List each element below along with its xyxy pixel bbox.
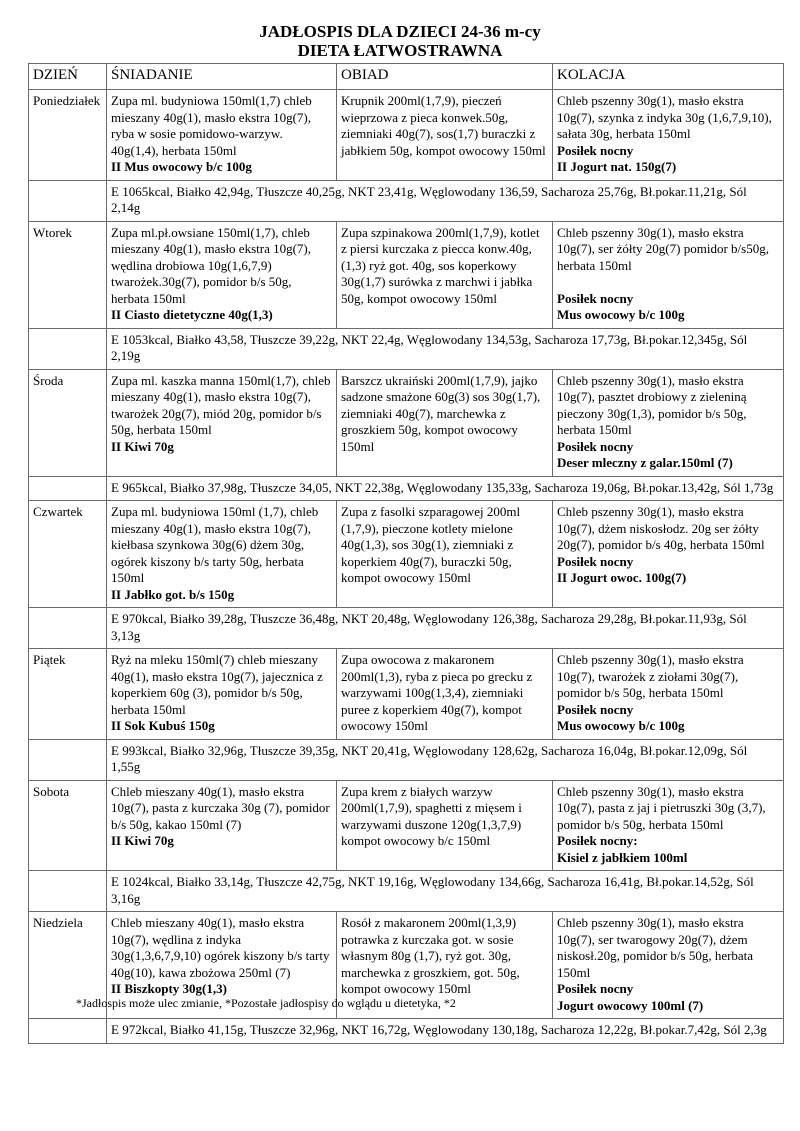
- footnote: *Jadłospis może ulec zmianie, *Pozostałe jadłospisy do wglądu u dietetyka, *2: [76, 996, 456, 1010]
- summary-row: [29, 180, 784, 221]
- day-row: [29, 369, 784, 476]
- breakfast-text: Zupa ml.pł.owsiane 150ml(1,7), chleb mieszany 40g(1), masło ekstra 10g(7), wędlina drobiowa 10g(1,6,7,9) twarożek.30g(7), pomidor b/s 50g, herbata 150ml: [111, 224, 312, 306]
- dinner-cell: [553, 912, 784, 1019]
- day-name: Czwartek: [29, 501, 107, 608]
- night-meal: Jogurt owocowy 100ml (7): [557, 997, 704, 1013]
- breakfast-cell: [107, 649, 337, 740]
- lunch-text: Barszcz ukraiński 200ml(1,7,9), jajko sadzone smażone 60g(3) sos 30g(1,7), ziemniaki 40g(7), marchewka z groszkiem 50g, kompot owocowy 150ml: [341, 372, 541, 454]
- dinner-text: Chleb pszenny 30g(1), masło ekstra 10g(7), ser żółty 20g(7) pomidor b/s50g, herbata 150ml: [557, 224, 769, 273]
- dinner-text: Chleb pszenny 30g(1), masło ekstra 10g(7), pasta z jaj i pietruszki 30g (3,7), pomidor b/s 50g, herbata 150ml: [557, 783, 766, 832]
- summary-empty-cell: [29, 1019, 107, 1044]
- breakfast-text: Zupa ml. budyniowa 150ml(1,7) chleb mieszany 40g(1), masło ekstra 10g(7), ryba w sosie pomidowo-warzyw. 40g(1,4), herbata 150ml: [111, 93, 312, 158]
- night-meal: Kisiel z jabłkiem 100ml: [557, 849, 688, 865]
- summary-empty-cell: [29, 608, 107, 649]
- second-breakfast: II Sok Kubuś 150g: [111, 718, 215, 733]
- night-meal-label: Posiłek nocny: [557, 438, 634, 454]
- breakfast-cell: [107, 501, 337, 608]
- dinner-cell: [553, 501, 784, 608]
- day-row: [29, 90, 784, 181]
- lunch-text: Zupa krem z białych warzyw 200ml(1,7,9), spaghetti z mięsem i warzywami duszone 120g(1,3,7,9) kompot owocowy b/c 150ml: [341, 783, 522, 848]
- day-name: Wtorek: [29, 221, 107, 328]
- breakfast-cell: [107, 221, 337, 328]
- dinner-text: Chleb pszenny 30g(1), masło ekstra 10g(7), dżem niskosłodz. 20g ser żółty 20g(7), pomidor b/s 40g, herbata 150ml: [557, 504, 765, 552]
- dinner-cell: [553, 780, 784, 871]
- lunch-text: Zupa szpinakowa 200ml(1,7,9), kotlet z piersi kurczaka z piecca konw.40g,(1,3) ryż got. 40g, sos koperkowy 30g(1,7) surówka z marchwi i jabłka 50g, kompot owocowy 150ml: [341, 224, 540, 306]
- summary-row: [29, 739, 784, 780]
- dinner-text: Chleb pszenny 30g(1), masło ekstra 10g(7), pasztet drobiowy z zieleniną pieczony 30g(1,3), pomidor b/s 50g, herbata 150ml: [557, 372, 747, 437]
- night-meal-label: Posiłek nocny: [557, 553, 634, 569]
- breakfast-text: Chleb mieszany 40g(1), masło ekstra 10g(7), pasta z kurczaka 30g (7), pomidor b/s 50g, kakao 150ml (7): [111, 783, 330, 832]
- dinner-text: Chleb pszenny 30g(1), masło ekstra 10g(7), ser twarogowy 20g(7), dżem niskosł.20g, pomidor b/s 50g, herbata 150ml: [557, 915, 754, 980]
- lunch-text: Zupa z fasolki szparagowej 200ml (1,7,9), pieczone kotlety mielone 40g(1,3), sos 30g(1), ziemniaki z koperkiem 40g(7), buraczki 50g, kompot owocowy 150ml: [341, 504, 521, 585]
- night-meal: Mus owocowy b/c 100g: [557, 718, 685, 733]
- dinner-text: Chleb pszenny 30g(1), masło ekstra 10g(7), twarożek z ziołami 30g(7), pomidor b/s 50g, herbata 150ml: [557, 652, 744, 700]
- nutrition-summary: E 1024kcal, Białko 33,14g, Tłuszcze 42,75g, NKT 19,16g, Węglowodany 134,66g, Sacharoza 16,41g, Bł.pokar.14,52g, Sól 3,16g: [107, 871, 784, 912]
- dinner-cell: [553, 90, 784, 181]
- lunch-text: Krupnik 200ml(1,7,9), pieczeń wieprzowa z pieca konwek.50g, ziemniaki 40g(7), sos(1,7) buraczki z jabłkiem 50g, kompot owocowy 150ml: [341, 93, 546, 158]
- summary-row: [29, 1019, 784, 1044]
- lunch-text: Rosół z makaronem 200ml(1,3,9) potrawka z kurczaka got. w sosie własnym 80g (1,7), ryż got. 30g, marchewka z groszkiem, got. 50g, kompot owocowy 150ml: [341, 915, 520, 996]
- night-meal-label: Posiłek nocny:: [557, 833, 638, 848]
- lunch-text: Zupa owocowa z makaronem 200ml(1,3), ryba z pieca po grecku z warzywami 100g(1,3,4), ziemniaki puree z koperkiem 40g(7), kompot owocowy 150ml: [341, 652, 533, 733]
- dinner-cell: [553, 221, 784, 328]
- night-meal: Mus owocowy b/c 100g: [557, 307, 685, 322]
- night-meal: II Jogurt nat. 150g(7): [557, 159, 677, 174]
- breakfast-cell: [107, 369, 337, 476]
- menu-title: [0, 22, 800, 60]
- night-meal-label: Posiłek nocny: [557, 290, 634, 306]
- day-row: [29, 501, 784, 608]
- dinner-cell: [553, 649, 784, 740]
- summary-empty-cell: [29, 180, 107, 221]
- lunch-cell: [337, 369, 553, 476]
- breakfast-cell: [107, 90, 337, 181]
- day-row: [29, 221, 784, 328]
- nutrition-summary: E 1065kcal, Białko 42,94g, Tłuszcze 40,25g, NKT 23,41g, Węglowodany 136,59, Sacharoza 25,76g, Bł.pokar.11,21g, Sól 2,14g: [107, 180, 784, 221]
- second-breakfast: II Kiwi 70g: [111, 833, 174, 848]
- day-name: Sobota: [29, 780, 107, 871]
- breakfast-text: Ryż na mleku 150ml(7) chleb mieszany 40g(1), masło ekstra 10g(7), jajecznica z koperkiem 60g (3), pomidor b/s 50g, herbata 150ml: [111, 652, 323, 717]
- day-name: Niedziela: [29, 912, 107, 1019]
- summary-row: [29, 871, 784, 912]
- second-breakfast: II Jabłko got. b/s 150g: [111, 586, 235, 602]
- second-breakfast: II Mus owocowy b/c 100g: [111, 159, 252, 174]
- lunch-cell: [337, 501, 553, 608]
- day-row: [29, 649, 784, 740]
- header-row: [29, 64, 784, 90]
- nutrition-summary: E 1053kcal, Białko 43,58, Tłuszcze 39,22g, NKT 22,4g, Węglowodany 134,53g, Sacharoza 17,73g, Bł.pokar.12,345g, Sól 2,19g: [107, 328, 784, 369]
- summary-row: [29, 328, 784, 369]
- nutrition-summary: E 993kcal, Białko 32,96g, Tłuszcze 39,35g, NKT 20,41g, Węglowodany 128,62g, Sacharoza 16,04g, Bł.pokar.12,09g, Sól 1,55g: [107, 739, 784, 780]
- night-meal: II Jogurt owoc. 100g(7): [557, 570, 687, 585]
- breakfast-text: Chleb mieszany 40g(1), masło ekstra 10g(7), wędlina z indyka 30g(1,3,6,7,9,10) ogórek kiszony b/s tarty 40g(10), kawa zbożowa 250ml (7): [111, 915, 330, 980]
- lunch-cell: [337, 649, 553, 740]
- summary-empty-cell: [29, 476, 107, 501]
- summary-empty-cell: [29, 328, 107, 369]
- blank-line: [557, 274, 779, 291]
- header-dinner: KOLACJA: [553, 64, 784, 90]
- nutrition-summary: E 972kcal, Białko 41,15g, Tłuszcze 32,96g, NKT 16,72g, Węglowodany 130,18g, Sacharoza 12,22g, Bł.pokar.7,42g, Sól 2,3g: [107, 1019, 784, 1044]
- menu-title-line2: DIETA ŁATWOSTRAWNA: [297, 41, 503, 60]
- lunch-cell: [337, 90, 553, 181]
- lunch-cell: [337, 780, 553, 871]
- header-breakfast: ŚNIADANIE: [107, 64, 337, 90]
- second-breakfast: II Biszkopty 30g(1,3): [111, 981, 227, 996]
- night-meal-label: Posiłek nocny: [557, 701, 634, 717]
- day-name: Środa: [29, 369, 107, 476]
- summary-empty-cell: [29, 739, 107, 780]
- header-day: DZIEŃ: [29, 64, 107, 90]
- night-meal-label: Posiłek nocny: [557, 981, 634, 996]
- day-name: Piątek: [29, 649, 107, 740]
- day-name: Poniedziałek: [29, 90, 107, 181]
- breakfast-text: Zupa ml. budyniowa 150ml (1,7), chleb mieszany 40g(1), masło ekstra 10g(7), kiełbasa szynkowa 30g(6) dżem 30g, ogórek kiszony b/s tarty 50g, herbata 150ml: [111, 504, 319, 585]
- second-breakfast: II Kiwi 70g: [111, 438, 174, 454]
- header-lunch: OBIAD: [337, 64, 553, 90]
- menu-table: [28, 63, 784, 1044]
- dinner-text: Chleb pszenny 30g(1), masło ekstra 10g(7), szynka z indyka 30g (1,6,7,9,10), sałata 30g, herbata 150ml: [557, 93, 772, 141]
- summary-row: [29, 476, 784, 501]
- nutrition-summary: E 965kcal, Białko 37,98g, Tłuszcze 34,05, NKT 22,38g, Węglowodany 135,33g, Sacharoza 19,06g, Bł.pokar.13,42g, Sól 1,73g: [107, 476, 784, 501]
- nutrition-summary: E 970kcal, Białko 39,28g, Tłuszcze 36,48g, NKT 20,48g, Węglowodany 126,38g, Sacharoza 29,28g, Bł.pokar.11,93g, Sól 3,13g: [107, 608, 784, 649]
- night-meal: Deser mleczny z galar.150ml (7): [557, 455, 733, 470]
- lunch-cell: [337, 221, 553, 328]
- dinner-cell: [553, 369, 784, 476]
- summary-row: [29, 608, 784, 649]
- summary-empty-cell: [29, 871, 107, 912]
- breakfast-cell: [107, 780, 337, 871]
- day-row: [29, 780, 784, 871]
- breakfast-text: Zupa ml. kaszka manna 150ml(1,7), chleb mieszany 40g(1), masło ekstra 10g(7), twarożek 20g(7), miód 20g, pomidor b/s 50g, herbata 150ml: [111, 372, 331, 437]
- night-meal-label: Posiłek nocny: [557, 142, 634, 158]
- menu-title-line1: JADŁOSPIS DLA DZIECI 24-36 m-cy: [259, 22, 541, 41]
- second-breakfast: II Ciasto dietetyczne 40g(1,3): [111, 307, 273, 322]
